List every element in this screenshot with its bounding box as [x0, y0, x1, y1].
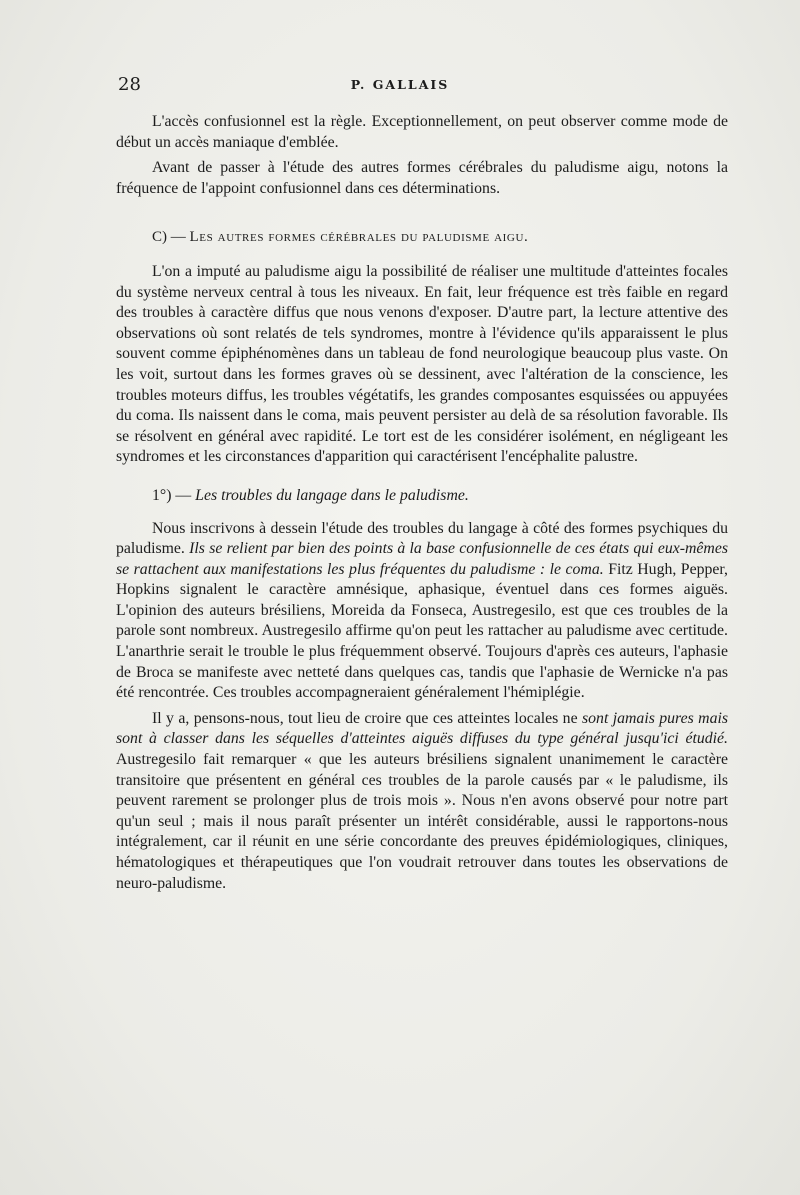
paragraph-4-text-c: Fitz Hugh, Pepper, Hopkins signalent le caractère amnésique, aphasique, éventuel dans ces formes aiguës. L'opinion des auteurs brésiliens, Moreida da Fonseca, Austregesilo, est que ces troubles de la parole sont nombreux. Austregesilo affirme qu'on peut les rattacher au paludisme avec certitude. L'anarthrie serait le trouble le plus fréquemment observé. Toujours d'après ces auteurs, l'aphasie de Broca se manifeste avec netteté dans quelques cas, tandis que l'aphasie de Wernicke n'a pas été rencontrée. Ces troubles accompagneraient généralement l'hémiplégie.	[116, 560, 728, 702]
paragraph-2: Avant de passer à l'étude des autres formes cérébrales du paludisme aigu, notons la fréquence de l'appoint confusionnel dans ces déterminations.	[116, 159, 728, 197]
running-head: P. GALLAIS	[350, 77, 450, 92]
paragraph-5-text-c: Austregesilo fait remarquer « que les auteurs brésiliens signalent unanimement le caractère transitoire que présentent en général ces troubles de la parole causés par « le paludisme, ils peuvent rarement se prolonger plus de trois mois ». Nous n'en avons observé pour notre part qu'un seul ; mais il nous paraît présenter un intérêt considérable, aussi le rapportons-nous intégralement, car il réunit en une série concordante des preuves épidémiologiques, cliniques, hématologiques et thérapeutiques que l'on voudrait retrouver dans toutes les observations de neuro-paludisme.	[116, 751, 728, 892]
section-heading-title: Les autres formes cérébrales du paludisme aigu.	[189, 229, 529, 246]
paragraph-5-text-a: Il y a, pensons-nous, tout lieu de croire que ces atteintes locales ne	[152, 709, 582, 727]
paragraph-1: L'accès confusionnel est la règle. Exceptionnellement, on peut observer comme mode de début un accès maniaque d'emblée.	[116, 113, 728, 151]
page-number: 28	[118, 74, 141, 95]
paragraph-4-text-a: Nous inscrivons à dessein l'étude des troubles du langage à côté des formes psychiques du paludisme.	[116, 519, 728, 558]
paragraph-5	[116, 709, 728, 894]
page-body	[116, 112, 728, 899]
section-heading-c	[116, 227, 728, 248]
paragraph-5-italic: sont jamais pures mais sont à classer dans les séquelles d'atteintes aiguës diffuses du type général jusqu'ici étudié.	[116, 709, 729, 748]
paragraph-3: L'on a imputé au paludisme aigu la possibilité de réaliser une multitude d'atteintes focales du système nerveux central à tous les niveaux. En fait, leur fréquence est très faible en regard des troubles à caractère diffus que nous venons d'exposer. D'autre part, la lecture attentive des observations où sont relatés de tels syndromes, montre à l'évidence qu'ils apparaissent le plus souvent comme épiphénomènes dans un tableau de fond neurologique beaucoup plus vaste. On les voit, surtout dans les formes graves où se dessinent, avec l'altération de la conscience, les troubles moteurs diffus, les troubles végétatifs, les grandes composantes esquissées ou appuyées du coma. Ils naissent dans le coma, mais peuvent persister au delà de sa résolution favorable. Ils se résolvent en général avec rapidité. Le tort est de les considérer isolément, en négligeant les syndromes et les circonstances d'apparition qui caractérisent l'encéphalite palustre.	[116, 262, 728, 466]
subsection-heading-1	[116, 486, 728, 507]
section-heading-prefix: C) —	[152, 229, 190, 246]
page-header	[0, 74, 800, 98]
subsection-heading-prefix: 1°) —	[152, 486, 196, 504]
paragraph-4-italic: Ils se relient par bien des points à la base confusionnelle de ces états qui eux-mêmes se rattachent aux manifestations les plus fréquentes du paludisme : le coma.	[116, 540, 728, 578]
paragraph-4	[116, 519, 728, 704]
subsection-heading-title: Les troubles du langage dans le paludisme.	[195, 486, 469, 504]
